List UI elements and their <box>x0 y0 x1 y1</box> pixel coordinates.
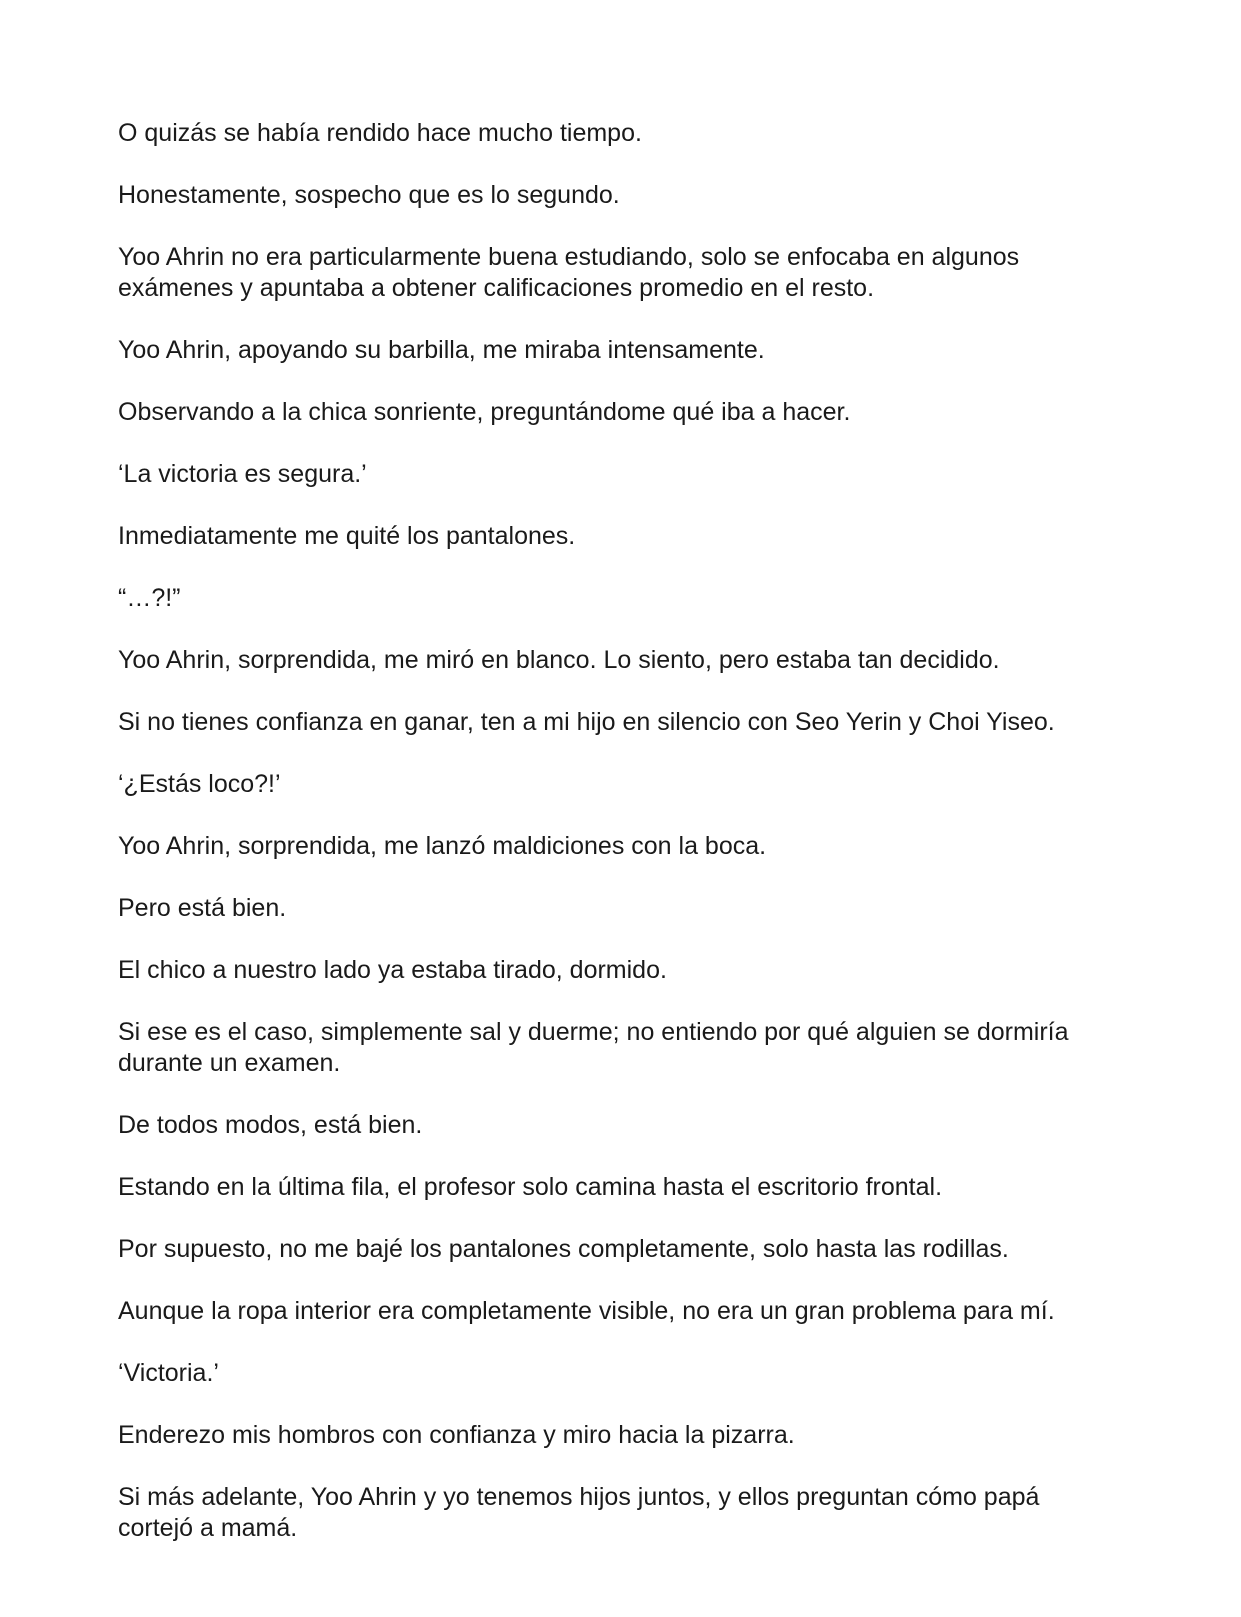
paragraph: ‘Victoria.’ <box>118 1359 219 1387</box>
paragraph: ‘¿Estás loco?!’ <box>118 770 281 798</box>
paragraph: O quizás se había rendido hace mucho tiempo. <box>118 119 642 147</box>
paragraph: Si no tienes confianza en ganar, ten a mi hijo en silencio con Seo Yerin y Choi Yiseo. <box>118 708 1055 736</box>
document-body <box>118 118 1118 1575</box>
paragraph: De todos modos, está bien. <box>118 1111 423 1139</box>
paragraph: Enderezo mis hombros con confianza y miro hacia la pizarra. <box>118 1421 795 1449</box>
paragraph: Inmediatamente me quité los pantalones. <box>118 522 576 550</box>
paragraph: Yoo Ahrin, sorprendida, me miró en blanco. Lo siento, pero estaba tan decidido. <box>118 646 1000 674</box>
paragraph: Honestamente, sospecho que es lo segundo. <box>118 181 620 209</box>
paragraph: Si más adelante, Yoo Ahrin y yo tenemos hijos juntos, y ellos preguntan cómo papá cortejó a mamá. <box>118 1483 1040 1542</box>
paragraph: Si ese es el caso, simplemente sal y duerme; no entiendo por qué alguien se dormiría durante un examen. <box>118 1018 1069 1077</box>
paragraph: Aunque la ropa interior era completamente visible, no era un gran problema para mí. <box>118 1297 1055 1325</box>
paragraph: ‘La victoria es segura.’ <box>118 460 367 488</box>
paragraph: Yoo Ahrin, sorprendida, me lanzó maldiciones con la boca. <box>118 832 767 860</box>
paragraph: Yoo Ahrin, apoyando su barbilla, me miraba intensamente. <box>118 336 765 364</box>
paragraph: Por supuesto, no me bajé los pantalones completamente, solo hasta las rodillas. <box>118 1235 1009 1263</box>
paragraph: Estando en la última fila, el profesor solo camina hasta el escritorio frontal. <box>118 1173 943 1201</box>
paragraph: Yoo Ahrin no era particularmente buena estudiando, solo se enfocaba en algunos exámenes y apuntaba a obtener calificaciones promedio en el resto. <box>118 243 1020 302</box>
paragraph: El chico a nuestro lado ya estaba tirado, dormido. <box>118 956 667 984</box>
paragraph: “…?!” <box>118 584 181 612</box>
paragraph: Observando a la chica sonriente, preguntándome qué iba a hacer. <box>118 398 851 426</box>
paragraph: Pero está bien. <box>118 894 287 922</box>
